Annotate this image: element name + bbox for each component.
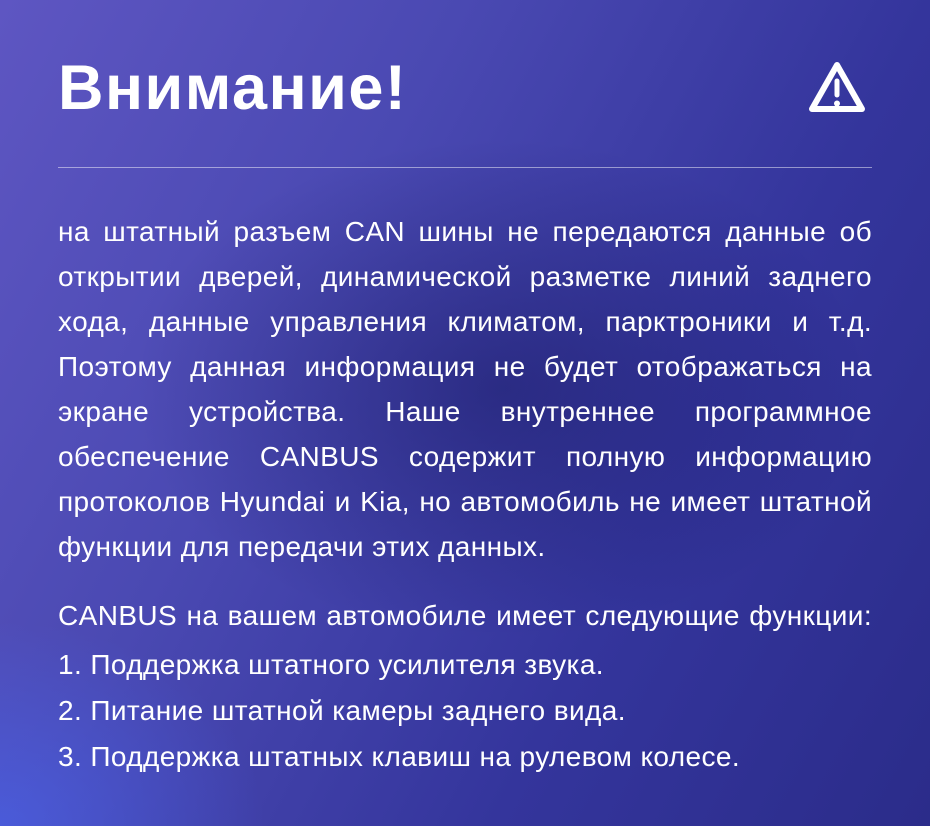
canbus-functions-heading: CANBUS на вашем автомобиле имеет следующие функции: [58, 600, 872, 631]
notice-paragraph [58, 209, 872, 569]
divider [58, 167, 872, 168]
header [58, 0, 872, 122]
list-item: 3. Поддержка штатных клавиш на рулевом колесе. [58, 741, 741, 772]
list-item: 1. Поддержка штатного усилителя звука. [58, 649, 604, 680]
functions-list [58, 642, 872, 780]
paragraph-line: Поэтому данная информация не будет отображаться на [58, 351, 872, 382]
page-title: Внимание! [58, 53, 408, 123]
paragraph-line: протоколов Hyundai и Kia, но автомобиль не имеет штатной [58, 486, 872, 517]
paragraph-line: открытии дверей, динамической разметке линий заднего [58, 261, 872, 292]
paragraph-line: функции для передачи этих данных. [58, 531, 546, 562]
paragraph-line: экране устройства. Наше внутреннее программное [58, 396, 872, 427]
paragraph-line: хода, данные управления климатом, парктроники и т.д. [58, 306, 872, 337]
warning-triangle-icon [806, 59, 868, 117]
paragraph-line: на штатный разъем CAN шины не передаются данные об [58, 216, 872, 247]
paragraph-line: обеспечение CANBUS содержит полную информацию [58, 441, 872, 472]
list-item: 2. Питание штатной камеры заднего вида. [58, 695, 626, 726]
